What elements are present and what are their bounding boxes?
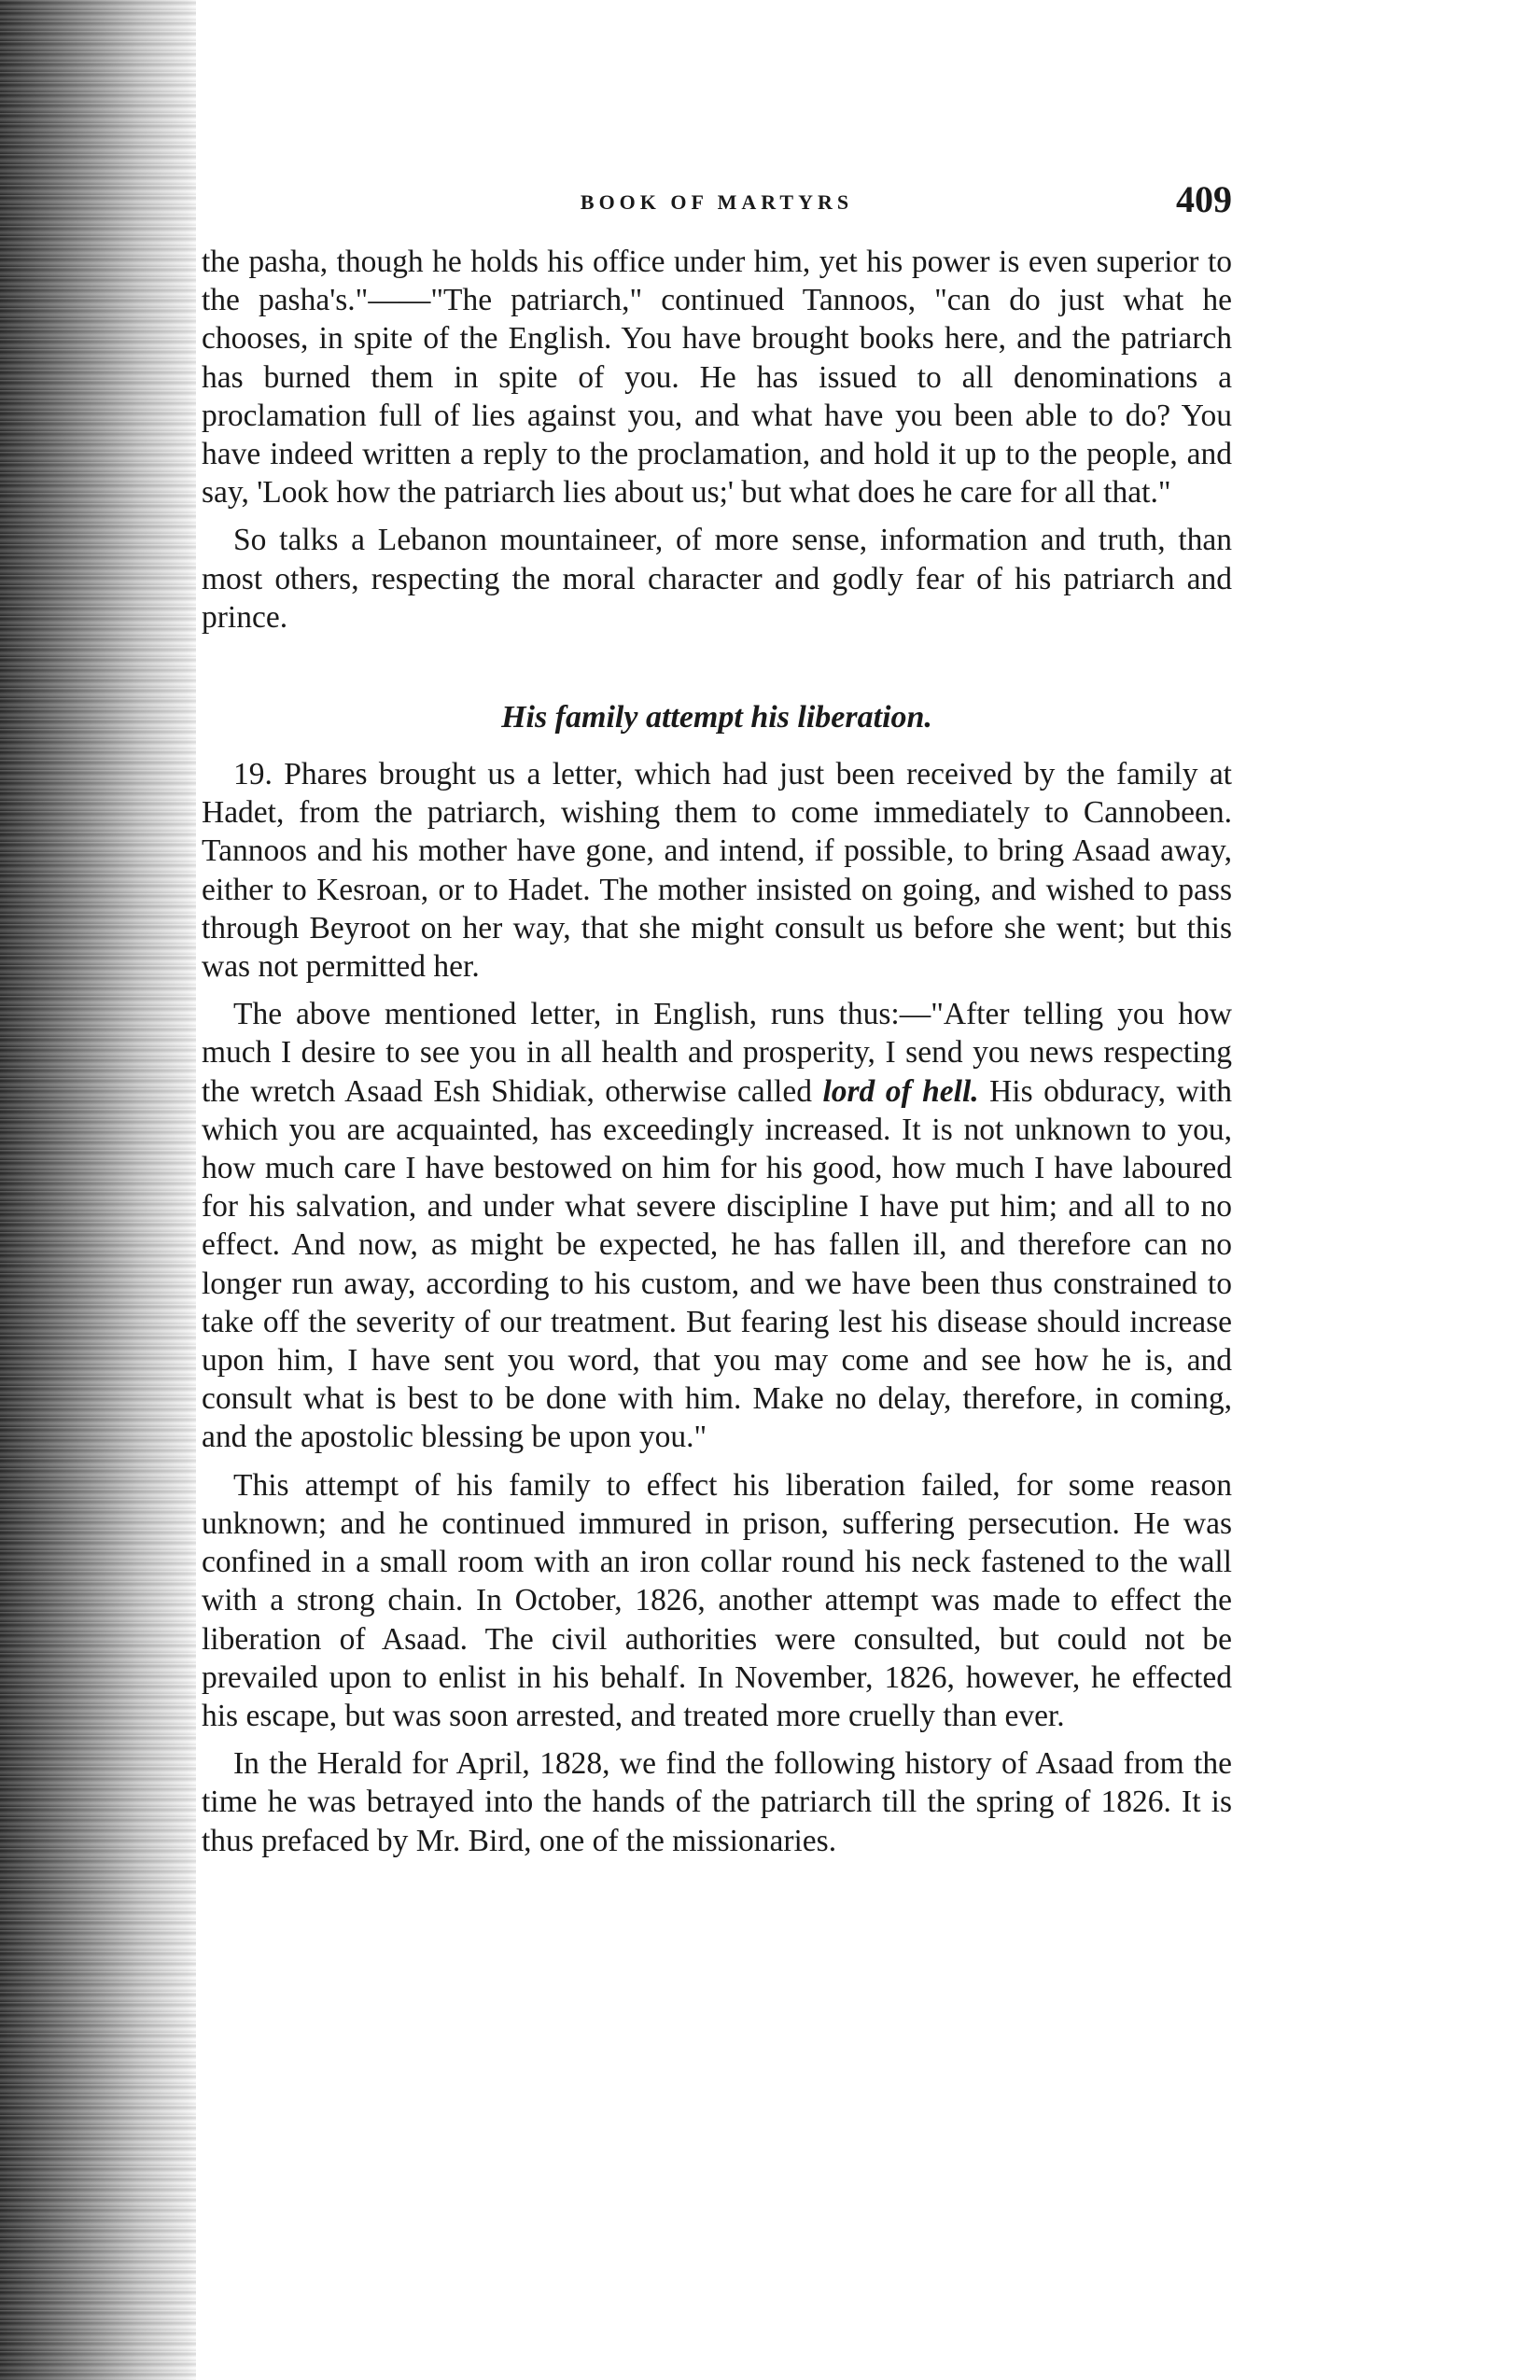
letter-italic-phrase: lord of hell. — [822, 1073, 979, 1109]
letter-text-end: His obduracy, with which you are acquainted, has exceedingly increased. It is not unknown to you, how much care I have bestowed on him for his good, how much I have laboured for his salvation, and under what severe discipline I have put him; and all to no effect. And now, as might be expected, he has fallen ill, and therefore can no longer run away, according to his custom, and we have been thus constrained to take off the severity of our treatment. But fearing lest his disease should increase upon him, I have sent you word, that you may come and see how he is, and consult what is best to be done with him. Make no delay, therefore, in coming, and the apostolic blessing be upon you." — [202, 1073, 1232, 1455]
paragraph-mountaineer: So talks a Lebanon mountaineer, of more sense, information and truth, than most others, respecting the moral character and godly fear of his patriarch and prince. — [202, 523, 1232, 635]
page-number: 409 — [1176, 178, 1232, 220]
section-heading: His family attempt his liberation. — [501, 700, 932, 735]
paragraph-19: 19. Phares brought us a letter, which had just been received by the family at Hadet, from the patriarch, wishing them to come immediately to Cannobeen. Tannoos and his mother have gone, and intend, if possible, to bring Asaad away, either to Kesroan, or to Hadet. The mother insisted on going, and wished to pass through Beyroot on her way, that she might consult us before she went; but this was not permitted her. — [202, 757, 1232, 985]
book-page — [202, 177, 1232, 1860]
paragraph-attempt-failed: This attempt of his family to effect his liberation failed, for some reason unknown; and he continued immured in prison, suffering persecution. He was confined in a small room with an iron collar round his neck fastened to the wall with a strong chain. In October, 1826, another attempt was made to effect the liberation of Asaad. The civil authorities were consulted, but could not be prevailed upon to enlist in his behalf. In November, 1826, however, he effected his escape, but was soon arrested, and treated more cruelly than ever. — [202, 1467, 1232, 1733]
book-binding-edge — [0, 0, 196, 2380]
paragraph-letter — [202, 995, 1232, 1456]
page-header — [202, 177, 1232, 243]
paragraph-herald: In the Herald for April, 1828, we find the following history of Asaad from the time he was betrayed into the hands of the patriarch till the spring of 1826. It is thus prefaced by Mr. Bird, one of the missionaries. — [202, 1746, 1232, 1858]
letter-text-start: The above mentioned letter, in English, runs thus:—"After telling you how much I desire to see you in all health and prosperity, I send you news respecting the wretch Asaad Esh Shidiak, otherwise called — [202, 997, 1232, 1109]
paragraph-continued: the pasha, though he holds his office under him, yet his power is even superior to the pasha's."——"The patriarch," continued Tannoos, "can do just what he chooses, in spite of the English. You have brought books here, and the patriarch has burned them in spite of you. He has issued to all denominations a proclamation full of lies against you, and what have you been able to do? You have indeed written a reply to the proclamation, and hold it up to the people, and say, 'Look how the patriarch lies about us;' but what does he care for all that." — [202, 245, 1232, 511]
running-head: BOOK OF MARTYRS — [580, 190, 854, 214]
